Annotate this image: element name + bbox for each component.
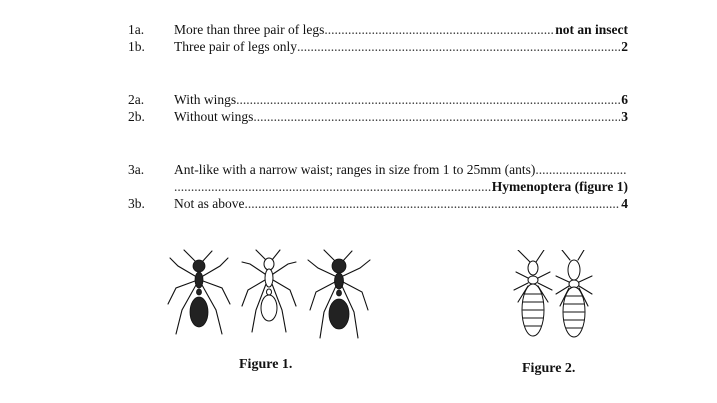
dot-leader (244, 195, 620, 212)
couplet-1 (128, 21, 628, 55)
termite-icon (514, 250, 552, 336)
dot-leader (324, 21, 554, 38)
dot-leader (253, 108, 620, 125)
key-number: 3a. (128, 162, 145, 177)
dot-leader (174, 178, 491, 195)
key-text: Ant-like with a narrow waist; ranges in size from 1 to 25mm (ants) (174, 162, 536, 177)
key-number: 3b. (128, 196, 145, 211)
ant-icon (308, 250, 370, 338)
key-line-2a (128, 91, 628, 108)
ants-illustration-icon (160, 248, 380, 346)
key-line-3a (128, 161, 628, 178)
ant-icon (168, 250, 230, 334)
key-number: 1a. (128, 22, 145, 37)
termite-icon (556, 250, 592, 337)
dot-leader (236, 91, 620, 108)
key-text: Three pair of legs only (174, 39, 297, 54)
key-text: Not as above (174, 196, 245, 211)
termites-illustration-icon (510, 250, 596, 344)
key-text: Without wings (174, 109, 254, 124)
figure-1-caption: Figure 1. (239, 357, 293, 372)
dot-leader (535, 161, 627, 178)
key-result: 2 (621, 39, 628, 54)
key-result: not an insect (555, 22, 628, 37)
key-result (627, 161, 628, 178)
couplet-3 (128, 161, 628, 212)
key-result: Hymenoptera (figure 1) (491, 179, 628, 194)
key-line-3a-cont (128, 178, 628, 195)
key-line-3b (128, 195, 628, 212)
key-line-2b (128, 108, 628, 125)
figure-2-caption: Figure 2. (522, 361, 576, 376)
dot-leader (297, 38, 620, 55)
key-number: 1b. (128, 39, 145, 54)
key-text: More than three pair of legs (174, 22, 325, 37)
key-text: With wings (174, 92, 237, 107)
couplet-2 (128, 91, 628, 125)
key-line-1a (128, 21, 628, 38)
key-number: 2a. (128, 92, 145, 107)
key-number: 2b. (128, 109, 145, 124)
key-result: 6 (621, 92, 628, 107)
key-result: 3 (621, 109, 628, 124)
key-result: 4 (621, 196, 628, 211)
key-line-1b (128, 38, 628, 55)
ant-icon (242, 250, 296, 332)
